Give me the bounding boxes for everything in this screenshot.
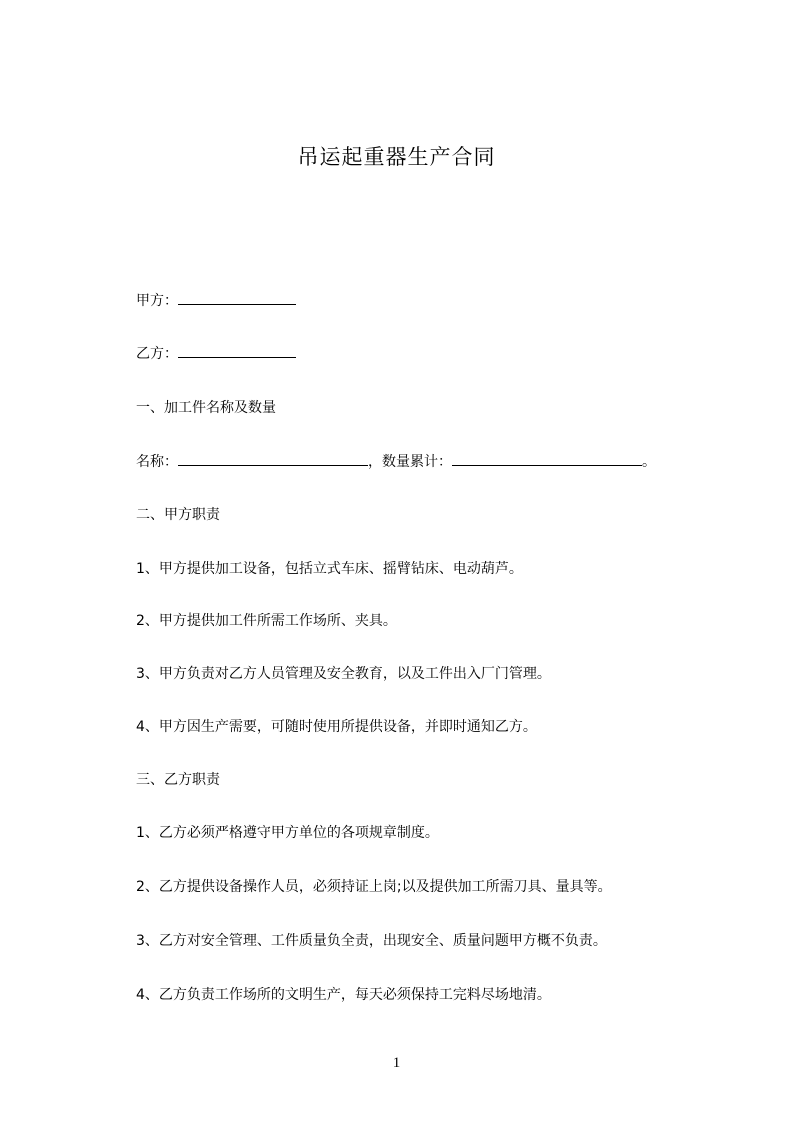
section-2-heading: 二、甲方职责 xyxy=(136,507,220,523)
party-a-duty-4: 4、甲方因生产需要，可随时使用所提供设备，并即时通知乙方。 xyxy=(136,719,537,735)
party-a-duty-3: 3、甲方负责对乙方人员管理及安全教育，以及工件出入厂门管理。 xyxy=(136,666,551,682)
party-b-duty-1: 1、乙方必须严格遵守甲方单位的各项规章制度。 xyxy=(136,825,439,841)
name-quantity-line xyxy=(136,452,656,472)
section-3-heading: 三、乙方职责 xyxy=(136,772,220,788)
quantity-blank xyxy=(452,452,642,466)
name-blank xyxy=(178,452,368,466)
party-a-blank xyxy=(178,291,296,305)
page-number: 1 xyxy=(392,1055,401,1071)
party-a-duty-1: 1、甲方提供加工设备，包括立式车床、摇臂钻床、电动葫芦。 xyxy=(136,561,523,577)
document-title: 吊运起重器生产合同 xyxy=(297,145,496,169)
party-a-label: 甲方： xyxy=(136,293,178,309)
party-b-line xyxy=(136,344,296,364)
section-1-heading: 一、加工件名称及数量 xyxy=(136,400,276,416)
party-b-duty-3: 3、乙方对安全管理、工件质量负全责，出现安全、质量问题甲方概不负责。 xyxy=(136,933,607,949)
party-b-label: 乙方： xyxy=(136,346,178,362)
party-a-duty-2: 2、甲方提供加工件所需工作场所、夹具。 xyxy=(136,613,397,629)
party-b-duty-4: 4、乙方负责工作场所的文明生产，每天必须保持工完料尽场地清。 xyxy=(136,987,551,1003)
party-a-line xyxy=(136,291,296,311)
party-b-blank xyxy=(178,344,296,358)
name-label: 名称： xyxy=(136,454,178,470)
quantity-end: 。 xyxy=(642,454,656,470)
quantity-label: ，数量累计： xyxy=(368,454,452,470)
party-b-duty-2: 2、乙方提供设备操作人员，必须持证上岗;以及提供加工所需刀具、量具等。 xyxy=(136,879,612,895)
